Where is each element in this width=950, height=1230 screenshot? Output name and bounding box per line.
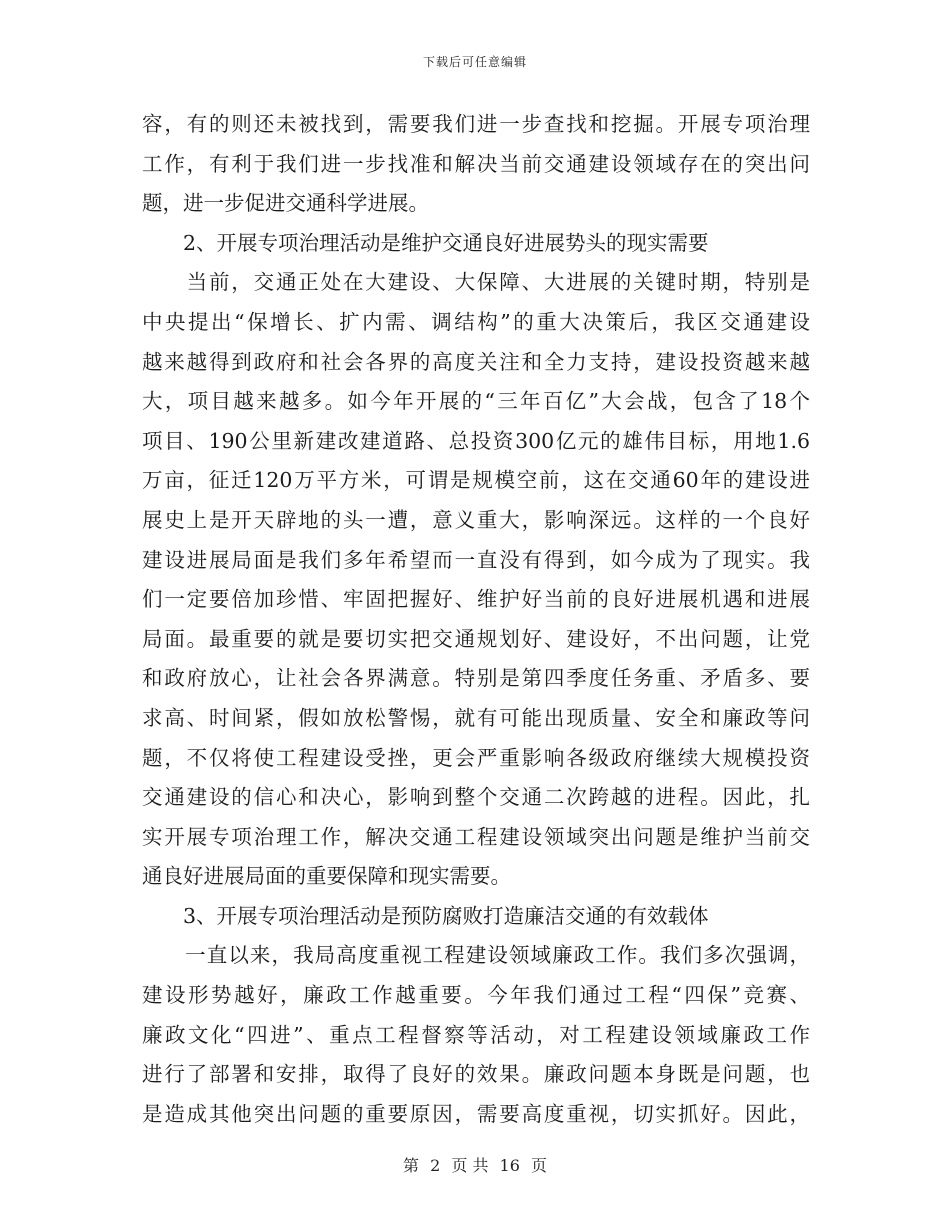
footer-prefix: 第 <box>402 1156 419 1175</box>
body-line: 题，进一步促进交通科学进展。 <box>142 191 429 216</box>
body-line: 通良好进展局面的重要保障和现实需要。 <box>142 864 511 889</box>
footer-total-pages: 16 <box>499 1156 520 1175</box>
body-line: 当前，交通正处在大建设、大保障、大进展的关键时期，特别是 <box>142 270 810 295</box>
body-line: 廉政文化“四进”、重点工程督察等活动，对工程建设领域廉政工作 <box>142 1022 810 1047</box>
body-line: 实开展专项治理工作，解决交通工程建设领域突出问题是维护当前交 <box>142 824 810 849</box>
body-line: 和政府放心，让社会各界满意。特别是第四季度任务重、矛盾多、要 <box>142 666 810 691</box>
page-footer <box>0 1153 950 1176</box>
body-line: 展史上是开天辟地的头一遭，意义重大，影响深远。这样的一个良好 <box>142 507 810 532</box>
body-line: 大，项目越来越多。如今年开展的“三年百亿”大会战，包含了18个 <box>142 389 810 414</box>
body-line: 题，不仅将使工程建设受挫，更会严重影响各级政府继续大规模投资 <box>142 745 810 770</box>
body-line: 中央提出“保增长、扩内需、调结构”的重大决策后，我区交通建设 <box>142 309 810 334</box>
body-line: 容，有的则还未被找到，需要我们进一步查找和挖掘。开展专项治理 <box>142 112 810 136</box>
footer-middle: 页 共 <box>451 1156 489 1175</box>
body-line: 一直以来，我局高度重视工程建设领域廉政工作。我们多次强调， <box>142 943 810 968</box>
body-line: 交通建设的信心和决心，影响到整个交通二次跨越的进程。因此，扎 <box>142 785 810 810</box>
section-heading-2: 2、开展专项治理活动是维护交通良好进展势头的现实需要 <box>142 230 709 255</box>
body-line: 越来越得到政府和社会各界的高度关注和全力支持，建设投资越来越 <box>142 349 810 374</box>
body-line: 万亩，征迁120万平方米，可谓是规模空前，这在交通60年的建设进 <box>142 468 810 493</box>
body-line: 建设形势越好，廉政工作越重要。今年我们通过工程“四保”竞赛、 <box>142 983 810 1008</box>
body-line: 建设进展局面是我们多年希望而一直没有得到，如今成为了现实。我 <box>142 547 810 572</box>
body-line: 是造成其他突出问题的重要原因，需要高度重视，切实抓好。因此， <box>142 1101 810 1126</box>
body-line: 求高、时间紧，假如放松警惕，就有可能出现质量、安全和廉政等问 <box>142 705 810 730</box>
footer-page-number: 2 <box>430 1156 441 1175</box>
body-line: 工作，有利于我们进一步找准和解决当前交通建设领域存在的突出问 <box>142 151 810 176</box>
body-line: 局面。最重要的就是要切实把交通规划好、建设好，不出问题，让党 <box>142 626 810 651</box>
footer-suffix: 页 <box>531 1156 548 1175</box>
body-line: 项目、190公里新建改建道路、总投资300亿元的雄伟目标，用地1.6 <box>142 428 810 453</box>
body-line: 进行了部署和安排，取得了良好的效果。廉政问题本身既是问题，也 <box>142 1062 810 1087</box>
section-heading-3: 3、开展专项治理活动是预防腐败打造廉洁交通的有效载体 <box>142 903 709 928</box>
document-body <box>142 105 810 1134</box>
page-header-note: 下载后可任意编辑 <box>422 55 527 69</box>
body-line: 们一定要倍加珍惜、牢固把握好、维护好当前的良好进展机遇和进展 <box>142 587 810 612</box>
